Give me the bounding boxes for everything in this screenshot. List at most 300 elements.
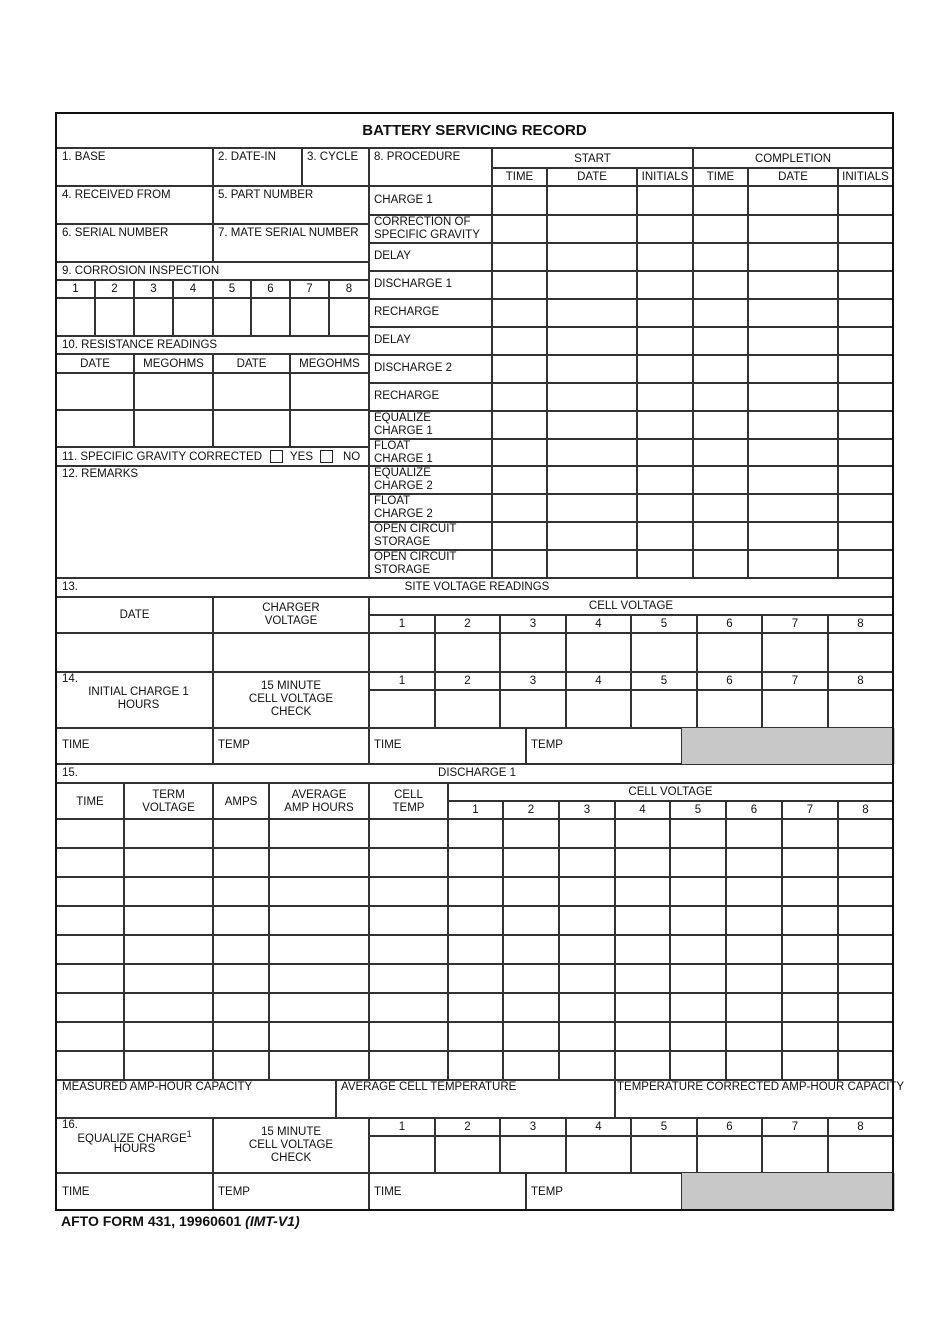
- discharge-cell[interactable]: [782, 993, 838, 1022]
- discharge-cell[interactable]: [213, 877, 269, 906]
- procedure-cell[interactable]: [637, 186, 693, 215]
- procedure-cell[interactable]: [547, 439, 637, 466]
- discharge-cell[interactable]: [369, 877, 448, 906]
- discharge-cell[interactable]: [213, 935, 269, 964]
- procedure-cell[interactable]: [748, 271, 838, 299]
- discharge-cell[interactable]: [838, 1022, 893, 1051]
- procedure-cell[interactable]: [748, 383, 838, 411]
- discharge-cell[interactable]: [448, 1051, 503, 1080]
- cell-voltage-column-number: 2: [464, 618, 471, 630]
- discharge-cell[interactable]: [448, 964, 503, 993]
- procedure-cell[interactable]: [637, 271, 693, 299]
- equalize-column-number: 2: [464, 1121, 471, 1133]
- procedure-cell[interactable]: [547, 215, 637, 243]
- equalize-cell-voltage[interactable]: [435, 1136, 500, 1173]
- resistance-cell[interactable]: [134, 373, 213, 410]
- discharge-cell[interactable]: [670, 935, 726, 964]
- procedure-cell[interactable]: [547, 355, 637, 383]
- discharge-cell[interactable]: [56, 1022, 124, 1051]
- procedure-cell[interactable]: [492, 550, 547, 578]
- procedure-row-name: CORRECTION OF SPECIFIC GRAVITY: [374, 216, 480, 241]
- discharge-cell[interactable]: [615, 819, 670, 848]
- discharge-cell[interactable]: [615, 877, 670, 906]
- procedure-row-name: FLOAT CHARGE 1: [374, 440, 433, 465]
- procedure-cell[interactable]: [547, 411, 637, 439]
- procedure-cell[interactable]: [637, 439, 693, 466]
- procedure-cell[interactable]: [693, 494, 748, 522]
- discharge-cell[interactable]: [369, 848, 448, 877]
- discharge-cell[interactable]: [726, 964, 782, 993]
- discharge-cell[interactable]: [56, 877, 124, 906]
- equalize-column-number: 5: [660, 1121, 668, 1133]
- discharge-cell[interactable]: [670, 819, 726, 848]
- procedure-cell[interactable]: [693, 243, 748, 271]
- section-15-number: 15.: [62, 767, 78, 779]
- procedure-cell[interactable]: [492, 466, 547, 494]
- discharge-cell[interactable]: [559, 935, 615, 964]
- procedure-cell[interactable]: [693, 327, 748, 355]
- procedure-cell[interactable]: [693, 466, 748, 494]
- discharge-cell[interactable]: [56, 819, 124, 848]
- equalize-check-time-label: TIME: [374, 1186, 402, 1198]
- procedure-cell[interactable]: [838, 522, 893, 550]
- discharge-cell[interactable]: [56, 906, 124, 935]
- discharge-cell[interactable]: [269, 1022, 369, 1051]
- procedure-row-name: EQUALIZE CHARGE 2: [374, 467, 433, 492]
- discharge-cell[interactable]: [124, 935, 213, 964]
- procedure-row-name: DELAY: [374, 334, 411, 346]
- procedure-cell[interactable]: [637, 494, 693, 522]
- procedure-cell[interactable]: [693, 271, 748, 299]
- discharge-cell[interactable]: [726, 848, 782, 877]
- discharge-cell[interactable]: [838, 848, 893, 877]
- discharge-cell[interactable]: [782, 906, 838, 935]
- corrosion-column-number: 2: [111, 283, 118, 295]
- discharge-cell[interactable]: [559, 1051, 615, 1080]
- corrosion-inspection-cell[interactable]: [251, 298, 290, 336]
- procedure-cell[interactable]: [838, 299, 893, 327]
- procedure-cell[interactable]: [838, 411, 893, 439]
- procedure-cell[interactable]: [838, 243, 893, 271]
- discharge-cell[interactable]: [448, 848, 503, 877]
- procedure-cell[interactable]: [547, 271, 637, 299]
- equalize-time-label: TIME: [62, 1186, 90, 1198]
- discharge-cell[interactable]: [56, 1051, 124, 1080]
- procedure-cell[interactable]: [748, 466, 838, 494]
- discharge-cell[interactable]: [56, 993, 124, 1022]
- procedure-cell[interactable]: [637, 522, 693, 550]
- procedure-cell[interactable]: [693, 522, 748, 550]
- initial-charge-column-number: 8: [857, 675, 864, 687]
- procedure-cell[interactable]: [637, 327, 693, 355]
- procedure-cell[interactable]: [547, 550, 637, 578]
- procedure-cell[interactable]: [637, 243, 693, 271]
- discharge-cell[interactable]: [369, 993, 448, 1022]
- discharge-cell[interactable]: [124, 1051, 213, 1080]
- discharge-cell[interactable]: [213, 848, 269, 877]
- discharge-cell[interactable]: [269, 877, 369, 906]
- procedure-cell[interactable]: [547, 383, 637, 411]
- shaded-area-bottom: [682, 1173, 895, 1210]
- procedure-row-name: DISCHARGE 1: [374, 278, 452, 290]
- discharge-cell[interactable]: [503, 906, 559, 935]
- procedure-cell[interactable]: [492, 383, 547, 411]
- procedure-row-name: CHARGE 1: [374, 193, 433, 206]
- discharge-column-label: AVERAGE AMP HOURS: [284, 789, 354, 814]
- procedure-cell[interactable]: [637, 383, 693, 411]
- resistance-column-label: DATE: [80, 358, 110, 370]
- discharge-cell[interactable]: [559, 848, 615, 877]
- procedure-cell[interactable]: [637, 411, 693, 439]
- equalize-cell-voltage[interactable]: [631, 1136, 697, 1173]
- cell-voltage-reading[interactable]: [697, 633, 762, 672]
- initial-charge-cell-voltage[interactable]: [435, 690, 500, 728]
- discharge-cell[interactable]: [269, 993, 369, 1022]
- discharge-cell[interactable]: [448, 877, 503, 906]
- procedure-cell[interactable]: [748, 355, 838, 383]
- discharge-cell[interactable]: [838, 993, 893, 1022]
- equalize-charge-footnote: 1: [186, 1129, 192, 1139]
- discharge-cell[interactable]: [726, 877, 782, 906]
- initial-charge-cell-voltage[interactable]: [566, 690, 631, 728]
- procedure-cell[interactable]: [748, 411, 838, 439]
- discharge-cell[interactable]: [726, 1022, 782, 1051]
- procedure-cell[interactable]: [547, 186, 637, 215]
- corrosion-inspection-cell[interactable]: [213, 298, 251, 336]
- discharge-cell[interactable]: [269, 964, 369, 993]
- discharge-cell[interactable]: [124, 848, 213, 877]
- procedure-row-name: OPEN CIRCUIT STORAGE: [374, 551, 457, 576]
- discharge-cell[interactable]: [369, 964, 448, 993]
- section-13-number: 13.: [62, 581, 78, 593]
- cell-voltage-reading[interactable]: [500, 633, 566, 672]
- discharge-cell[interactable]: [369, 1022, 448, 1051]
- discharge-cell[interactable]: [615, 848, 670, 877]
- procedure-cell[interactable]: [838, 439, 893, 466]
- procedure-cell[interactable]: [637, 550, 693, 578]
- discharge-cell[interactable]: [124, 964, 213, 993]
- procedure-cell[interactable]: [547, 243, 637, 271]
- procedure-row-name: OPEN CIRCUIT STORAGE: [374, 523, 457, 548]
- discharge-cell[interactable]: [503, 1051, 559, 1080]
- initial-charge-cell-voltage[interactable]: [697, 690, 762, 728]
- procedure-cell[interactable]: [492, 186, 547, 215]
- discharge-cell[interactable]: [782, 1051, 838, 1080]
- corrosion-inspection-cell[interactable]: [56, 298, 95, 336]
- discharge-cell[interactable]: [503, 819, 559, 848]
- discharge-cell[interactable]: [448, 993, 503, 1022]
- discharge-cell[interactable]: [503, 877, 559, 906]
- equalize-cell-voltage[interactable]: [369, 1136, 435, 1173]
- resistance-cell[interactable]: [213, 410, 290, 447]
- discharge-cell[interactable]: [670, 848, 726, 877]
- procedure-cell[interactable]: [492, 271, 547, 299]
- discharge-cell[interactable]: [559, 964, 615, 993]
- discharge-cell[interactable]: [369, 935, 448, 964]
- corrosion-column-number: 8: [345, 283, 353, 295]
- procedure-cell[interactable]: [492, 299, 547, 327]
- average-cell-temperature-label: AVERAGE CELL TEMPERATURE: [341, 1081, 517, 1093]
- discharge-cell[interactable]: [503, 993, 559, 1022]
- procedure-cell[interactable]: [492, 327, 547, 355]
- discharge-cell[interactable]: [615, 964, 670, 993]
- procedure-cell[interactable]: [492, 411, 547, 439]
- procedure-cell[interactable]: [547, 327, 637, 355]
- discharge-cell[interactable]: [782, 964, 838, 993]
- discharge-cell[interactable]: [726, 819, 782, 848]
- resistance-cell[interactable]: [134, 410, 213, 447]
- procedure-cell[interactable]: [547, 299, 637, 327]
- initial-charge-cell-voltage[interactable]: [828, 690, 893, 728]
- discharge-cell[interactable]: [782, 848, 838, 877]
- discharge-cell[interactable]: [269, 1051, 369, 1080]
- discharge-cell[interactable]: [559, 993, 615, 1022]
- corrosion-inspection-cell[interactable]: [95, 298, 134, 336]
- procedure-cell[interactable]: [693, 411, 748, 439]
- procedure-cell[interactable]: [492, 494, 547, 522]
- discharge-cell[interactable]: [503, 848, 559, 877]
- procedure-cell[interactable]: [693, 439, 748, 466]
- procedure-cell[interactable]: [748, 299, 838, 327]
- discharge-cell[interactable]: [124, 819, 213, 848]
- initial-charge-cell-voltage[interactable]: [631, 690, 697, 728]
- discharge-cell[interactable]: [369, 819, 448, 848]
- discharge-cell[interactable]: [838, 935, 893, 964]
- procedure-cell[interactable]: [693, 355, 748, 383]
- initial-charge-time-label: TIME: [62, 739, 90, 751]
- procedure-cell[interactable]: [748, 215, 838, 243]
- discharge-cell[interactable]: [726, 935, 782, 964]
- procedure-cell[interactable]: [637, 466, 693, 494]
- procedure-cell[interactable]: [748, 494, 838, 522]
- discharge-cell-column-number: 1: [472, 804, 479, 816]
- discharge-cell[interactable]: [670, 877, 726, 906]
- procedure-cell[interactable]: [492, 522, 547, 550]
- resistance-column-label: DATE: [236, 358, 267, 370]
- cell-voltage-reading[interactable]: [631, 633, 697, 672]
- discharge-cell[interactable]: [369, 906, 448, 935]
- procedure-cell[interactable]: [748, 550, 838, 578]
- discharge-cell[interactable]: [670, 993, 726, 1022]
- discharge-cell-column-number: 5: [694, 804, 702, 816]
- procedure-cell[interactable]: [547, 494, 637, 522]
- initial-charge-cell-voltage[interactable]: [369, 690, 435, 728]
- procedure-cell[interactable]: [693, 550, 748, 578]
- discharge-cell[interactable]: [124, 906, 213, 935]
- procedure-cell[interactable]: [748, 439, 838, 466]
- discharge-cell[interactable]: [269, 848, 369, 877]
- form-title: BATTERY SERVICING RECORD: [362, 122, 587, 139]
- discharge-cell[interactable]: [838, 1051, 893, 1080]
- discharge-cell[interactable]: [838, 964, 893, 993]
- cell-voltage-reading[interactable]: [828, 633, 893, 672]
- discharge-cell[interactable]: [448, 935, 503, 964]
- procedure-cell[interactable]: [838, 186, 893, 215]
- procedure-subheader-label: DATE: [778, 171, 808, 183]
- procedure-subheader-label: TIME: [706, 171, 735, 183]
- procedure-cell[interactable]: [492, 439, 547, 466]
- discharge-cell[interactable]: [559, 1022, 615, 1051]
- discharge-cell[interactable]: [782, 1022, 838, 1051]
- equalize-cell-voltage[interactable]: [828, 1136, 893, 1173]
- discharge-cell[interactable]: [838, 877, 893, 906]
- cycle-label: 3. CYCLE: [307, 151, 359, 163]
- procedure-cell[interactable]: [748, 243, 838, 271]
- procedure-cell[interactable]: [693, 383, 748, 411]
- no-checkbox[interactable]: [320, 450, 333, 463]
- procedure-cell[interactable]: [838, 327, 893, 355]
- equalize-column-number: 4: [595, 1121, 602, 1133]
- discharge-cell[interactable]: [269, 935, 369, 964]
- discharge-cell[interactable]: [670, 1022, 726, 1051]
- discharge-cell[interactable]: [503, 1022, 559, 1051]
- discharge-cell[interactable]: [503, 964, 559, 993]
- resistance-cell[interactable]: [56, 410, 134, 447]
- procedure-cell[interactable]: [492, 215, 547, 243]
- resistance-cell[interactable]: [290, 410, 369, 447]
- cell-voltage-reading[interactable]: [566, 633, 631, 672]
- site-date-value[interactable]: [56, 633, 213, 672]
- corrosion-column-number: 7: [306, 283, 313, 295]
- discharge-cell[interactable]: [269, 819, 369, 848]
- cell-voltage-reading[interactable]: [435, 633, 500, 672]
- cell-voltage-reading[interactable]: [369, 633, 435, 672]
- initial-charge-column-number: 1: [398, 675, 406, 687]
- discharge-cell[interactable]: [213, 964, 269, 993]
- initial-charge-column-number: 3: [529, 675, 537, 687]
- resistance-cell[interactable]: [290, 373, 369, 410]
- procedure-cell[interactable]: [547, 522, 637, 550]
- discharge-cell[interactable]: [559, 906, 615, 935]
- discharge-cell[interactable]: [56, 964, 124, 993]
- procedure-cell[interactable]: [547, 466, 637, 494]
- discharge-cell[interactable]: [782, 935, 838, 964]
- discharge-cell[interactable]: [615, 1022, 670, 1051]
- discharge-cell[interactable]: [559, 819, 615, 848]
- discharge-cell[interactable]: [124, 1022, 213, 1051]
- procedure-cell[interactable]: [838, 215, 893, 243]
- procedure-subheader-label: TIME: [505, 171, 534, 183]
- discharge-cell[interactable]: [369, 1051, 448, 1080]
- yes-checkbox[interactable]: [270, 450, 283, 463]
- procedure-cell[interactable]: [838, 271, 893, 299]
- discharge-cell[interactable]: [503, 935, 559, 964]
- procedure-cell[interactable]: [838, 355, 893, 383]
- corrosion-inspection-cell[interactable]: [173, 298, 213, 336]
- charger-voltage-value[interactable]: [213, 633, 369, 672]
- procedure-cell[interactable]: [693, 186, 748, 215]
- procedure-cell[interactable]: [838, 383, 893, 411]
- procedure-subheader-label: INITIALS: [842, 171, 889, 183]
- discharge-cell[interactable]: [670, 906, 726, 935]
- discharge-cell[interactable]: [124, 993, 213, 1022]
- discharge-cell[interactable]: [782, 877, 838, 906]
- discharge-cell[interactable]: [838, 819, 893, 848]
- procedure-cell[interactable]: [748, 522, 838, 550]
- procedure-cell[interactable]: [838, 550, 893, 578]
- discharge-cell[interactable]: [213, 1022, 269, 1051]
- procedure-cell[interactable]: [838, 466, 893, 494]
- form-number: AFTO FORM 431, 19960601: [61, 1213, 242, 1229]
- discharge-cell[interactable]: [726, 1051, 782, 1080]
- discharge-cell[interactable]: [269, 906, 369, 935]
- discharge-cell-column-number: 7: [806, 804, 814, 816]
- procedure-subheader-label: DATE: [577, 171, 607, 183]
- discharge-cell[interactable]: [670, 964, 726, 993]
- discharge-cell[interactable]: [448, 819, 503, 848]
- resistance-cell[interactable]: [56, 373, 134, 410]
- equalize-charge-text: EQUALIZE CHARGE: [77, 1132, 187, 1145]
- discharge-cell[interactable]: [56, 848, 124, 877]
- procedure-cell[interactable]: [838, 494, 893, 522]
- discharge-cell[interactable]: [782, 819, 838, 848]
- base-label: 1. BASE: [62, 151, 106, 163]
- remarks-field[interactable]: [56, 466, 369, 578]
- discharge-cell[interactable]: [670, 1051, 726, 1080]
- initial-charge-cell-voltage[interactable]: [500, 690, 566, 728]
- discharge-cell[interactable]: [448, 1022, 503, 1051]
- equalize-charge-hours-label: HOURS: [113, 1143, 156, 1155]
- procedure-cell[interactable]: [637, 355, 693, 383]
- discharge-cell[interactable]: [213, 906, 269, 935]
- discharge-cell[interactable]: [213, 819, 269, 848]
- equalize-cell-voltage[interactable]: [762, 1136, 828, 1173]
- initial-charge-column-number: 5: [660, 675, 668, 687]
- discharge-cell[interactable]: [213, 993, 269, 1022]
- equalize-cell-voltage[interactable]: [566, 1136, 631, 1173]
- discharge-cell[interactable]: [726, 906, 782, 935]
- procedure-cell[interactable]: [693, 215, 748, 243]
- procedure-cell[interactable]: [637, 215, 693, 243]
- check-time-label: TIME: [374, 739, 402, 751]
- discharge-cell[interactable]: [615, 1051, 670, 1080]
- discharge-cell[interactable]: [56, 935, 124, 964]
- discharge-cell[interactable]: [448, 906, 503, 935]
- equalize-cell-voltage[interactable]: [697, 1136, 762, 1173]
- procedure-cell[interactable]: [492, 355, 547, 383]
- equalize-column-number: 6: [726, 1121, 733, 1133]
- procedure-cell[interactable]: [637, 299, 693, 327]
- discharge-cell[interactable]: [213, 1051, 269, 1080]
- corrosion-inspection-cell[interactable]: [134, 298, 173, 336]
- part-number-label: 5. PART NUMBER: [218, 189, 314, 201]
- discharge-cell[interactable]: [124, 877, 213, 906]
- procedure-cell[interactable]: [492, 243, 547, 271]
- cell-voltage-reading[interactable]: [762, 633, 828, 672]
- cell-voltage-column-number: 6: [726, 618, 733, 630]
- procedure-cell[interactable]: [693, 299, 748, 327]
- cell-voltage-column-number: 4: [595, 618, 602, 630]
- discharge-cell[interactable]: [726, 993, 782, 1022]
- discharge-cell[interactable]: [615, 906, 670, 935]
- discharge-cell[interactable]: [615, 935, 670, 964]
- equalize-check-temp-label: TEMP: [531, 1186, 563, 1198]
- initial-charge-cell-voltage[interactable]: [762, 690, 828, 728]
- discharge-cell[interactable]: [615, 993, 670, 1022]
- discharge-cell[interactable]: [559, 877, 615, 906]
- equalize-cell-voltage[interactable]: [500, 1136, 566, 1173]
- procedure-cell[interactable]: [748, 327, 838, 355]
- initial-charge-column-number: 2: [464, 675, 471, 687]
- cell-voltage-column-number: 3: [529, 618, 537, 630]
- corrosion-inspection-cell[interactable]: [290, 298, 329, 336]
- procedure-cell[interactable]: [748, 186, 838, 215]
- corrosion-column-number: 3: [150, 283, 157, 295]
- discharge-cell[interactable]: [838, 906, 893, 935]
- corrosion-inspection-cell[interactable]: [329, 298, 369, 336]
- corrosion-column-number: 1: [72, 283, 79, 295]
- resistance-cell[interactable]: [213, 373, 290, 410]
